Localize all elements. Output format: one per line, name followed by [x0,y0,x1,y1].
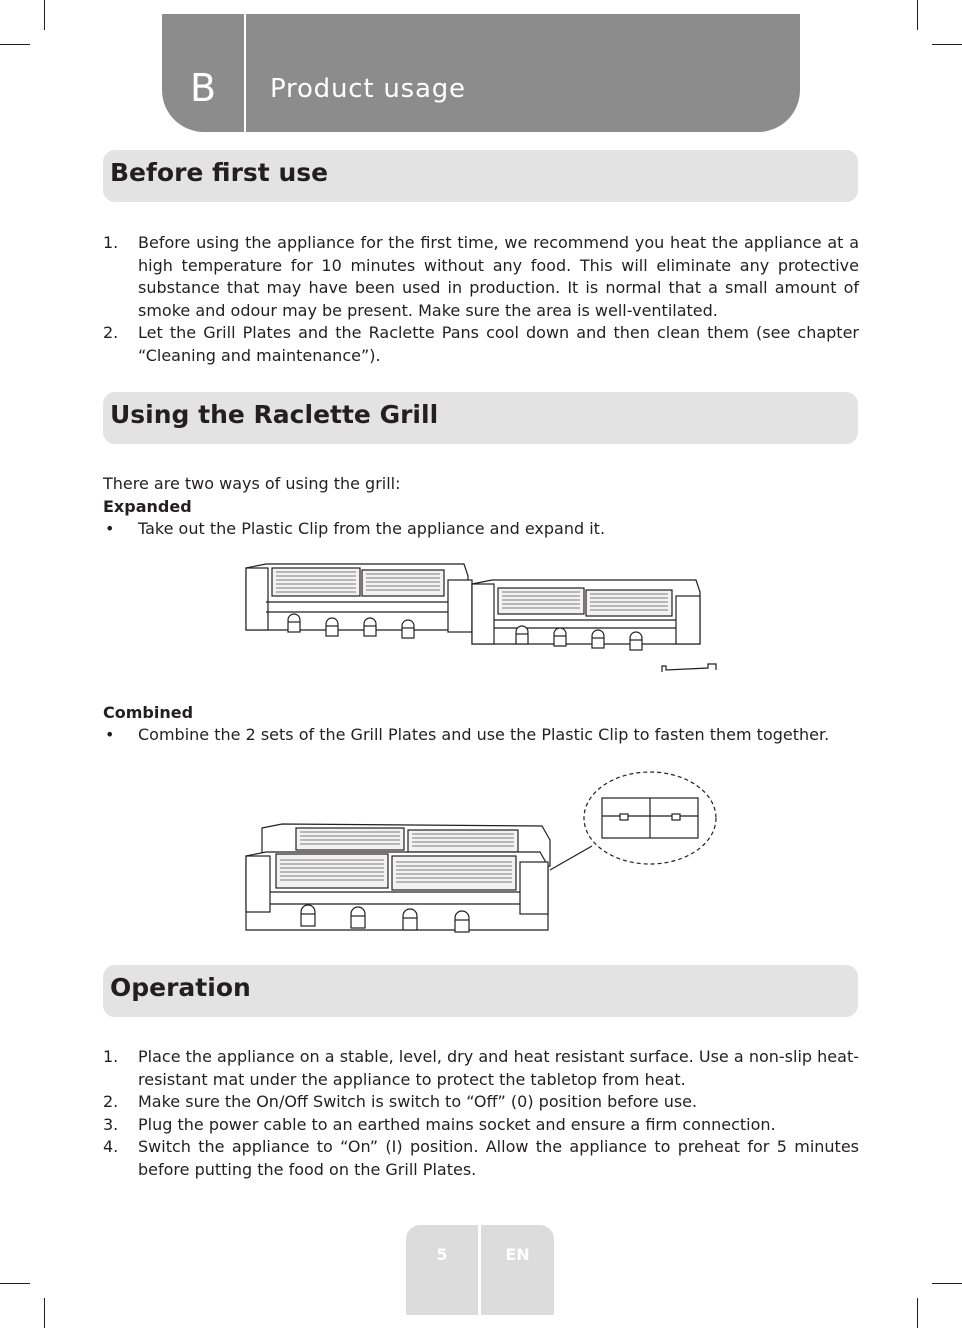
list-number: 2. [103,323,119,343]
crop-mark [0,44,30,45]
intro-text: There are two ways of using the grill: [103,474,401,493]
list-text: Let the Grill Plates and the Raclette Pans cool down and then clean them (see chapter “Cleaning and maintenance”). [138,323,859,365]
expanded-heading: Expanded [103,497,192,516]
crop-mark [917,1298,918,1328]
list-text: Place the appliance on a stable, level, dry and heat resistant surface. Use a non-slip heat-resistant mat under the appliance to protect the tabletop from heat. [138,1047,859,1089]
section-header-operation [103,965,858,1017]
section-header-before-first-use [103,150,858,202]
operation-list [103,1046,859,1182]
section-header-using-grill [103,392,858,444]
list-item [103,1091,859,1114]
list-text: Make sure the On/Off Switch is switch to “Off” (0) position before use. [138,1092,698,1112]
list-text: Before using the appliance for the first time, we recommend you heat the appliance at a high temperature for 10 minutes without any food. This will eliminate any protective substance that may have been used in production. It is normal that a small amount of smoke and odour may be present. Make sure the area is well-ventilated. [138,233,859,320]
page-number: 5 [436,1245,448,1264]
expanded-grill-illustration [236,556,726,682]
list-number: 1. [103,1047,119,1066]
list-number: 2. [103,1092,119,1112]
language-tab [481,1225,554,1315]
chapter-divider [244,14,246,132]
bullet-dot: • [105,519,115,538]
combined-grill-illustration [236,766,726,938]
combined-bullet [103,724,859,747]
chapter-title: Product usage [270,74,466,104]
list-number: 4. [103,1137,119,1157]
crop-mark [917,0,918,30]
bullet-text: Combine the 2 sets of the Grill Plates and use the Plastic Clip to fasten them together. [138,725,830,744]
list-number: 1. [103,233,119,252]
crop-mark [932,1283,962,1284]
bullet-dot: • [105,725,115,744]
crop-mark [0,1283,30,1284]
section-title: Before first use [110,158,329,187]
list-text: Plug the power cable to an earthed mains socket and ensure a firm connection. [138,1114,776,1134]
list-number: 3. [103,1114,119,1134]
chapter-header [162,14,800,132]
page-number-tab [406,1225,478,1315]
crop-mark [44,0,45,30]
chapter-letter: B [189,66,217,110]
crop-mark [932,44,962,45]
list-item [103,1136,859,1181]
combined-heading: Combined [103,703,194,722]
before-first-use-list [103,232,859,368]
section-title: Using the Raclette Grill [110,400,439,429]
expanded-bullet [103,518,859,541]
bullet-text: Take out the Plastic Clip from the appliance and expand it. [138,519,606,538]
section-title: Operation [110,973,251,1002]
language-code: EN [505,1245,530,1264]
list-text: Switch the appliance to “On” (I) position. Allow the appliance to preheat for 5 minutes before putting the food on the Grill Plates. [138,1137,859,1179]
list-item [103,1046,859,1091]
list-item [103,322,859,367]
list-item [103,232,859,322]
list-item [103,1114,859,1137]
crop-mark [44,1298,45,1328]
